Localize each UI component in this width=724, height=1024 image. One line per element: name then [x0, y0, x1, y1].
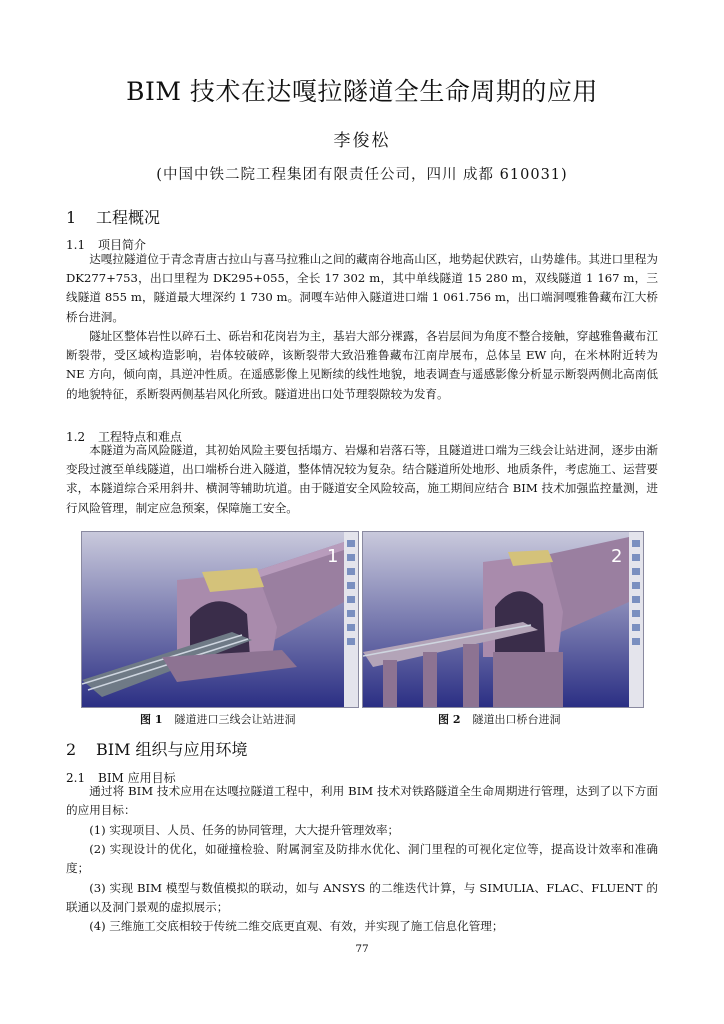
page-number: 77: [355, 943, 369, 955]
paper-title: BIM 技术在达嘎拉隧道全生命周期的应用: [126, 77, 598, 106]
section-title: BIM 组织与应用环境: [96, 740, 248, 759]
subsection-number: 1.2: [66, 430, 86, 444]
section-number: 2: [66, 740, 77, 759]
section-1-heading: [66, 205, 160, 228]
list-item-goal-3: (3) 实现 BIM 模型与数值模拟的联动，如与 ANSYS 的二维迭代计算，与 SIMULIA、FLAC、FLUENT 的联通以及洞门景观的虚拟展示；: [66, 881, 658, 915]
figure-label: 图 1: [140, 713, 163, 726]
list-item-goal-1: (1) 实现项目、人员、任务的协同管理，大大提升管理效率；: [89, 823, 400, 837]
paragraph-difficulties: 本隧道为高风险隧道，其初始风险主要包括塌方、岩爆和岩落石等，且隧道进口端为三线会让站进洞，逐步由渐变段过渡至单线隧道，出口端桥台进入隧道，整体情况较为复杂。结合隧道所处地形、地质条件，考虑施工、运营要求，本隧道综合采用斜井、横洞等辅助坑道。由于隧道安全风险较高，施工期间应结合 BIM 技术加强监控量测，进行风险管理，制定应急预案，保障施工安全。: [66, 443, 658, 515]
list-item-goal-2: (2) 实现设计的优化，如碰撞检验、附属洞室及防排水优化、洞门里程的可视化定位等，提高设计效率和准确度；: [66, 842, 658, 876]
section-number: 1: [66, 208, 77, 227]
figure-label: 图 2: [438, 713, 461, 726]
svg-text:2: 2: [611, 546, 623, 567]
subsection-title: BIM 应用目标: [98, 771, 176, 785]
section-2-heading: [66, 737, 248, 760]
figure-2-tunnel-exit-render: [362, 531, 644, 708]
section-title: 工程概况: [96, 208, 161, 227]
figure-1-caption: [140, 711, 295, 727]
paragraph-geology: 隧址区整体岩性以碎石土、砾岩和花岗岩为主，基岩大部分裸露，各岩层间为角度不整合接触，穿越雅鲁藏布江断裂带，受区域构造影响，岩体较破碎，该断裂带大致沿雅鲁藏布江南岸展布，总体呈 EW 向，在米林附近转为 NE 方向，倾向南，具逆冲性质。在遥感影像上见断续的线性地貌，地表调查与遥感影像分析显示断裂两侧北高南低的地貌特征，系断裂两侧基岩风化所致。隧道进出口处节理裂隙较为发育。: [66, 329, 658, 401]
author-name: 李俊松: [333, 131, 391, 151]
subsection-title: 工程特点和难点: [98, 430, 183, 444]
author-affiliation: (中国中铁二院工程集团有限责任公司，四川 成都 610031): [156, 167, 568, 183]
subsection-number: 1.1: [66, 238, 86, 252]
figure-caption-text: 隧道出口桥台进洞: [472, 713, 561, 726]
figure-2-caption: [438, 711, 560, 727]
paragraph-project-intro: 达嘎拉隧道位于青念青唐古拉山与喜马拉雅山之间的藏南谷地高山区，地势起伏跌宕，山势雄伟。其进口里程为 DK277+753，出口里程为 DK295+055，全长 17 302 m，其中单线隧道 15 280 m，双线隧道 1 167 m，三线隧道 855 m，隧道最大埋深约 1 730 m。洞嘎车站伸入隧道进口端 1 061.756 m，出口端洞嘎雅鲁藏布江大桥桥台进洞。: [66, 252, 658, 324]
subsection-number: 2.1: [66, 771, 86, 785]
svg-text:1: 1: [327, 546, 339, 567]
figure-1-tunnel-entrance-render: [81, 531, 359, 708]
list-item-goal-4: (4) 三维施工交底相较于传统二维交底更直观、有效，并实现了施工信息化管理；: [89, 919, 504, 933]
subsection-title: 项目简介: [98, 238, 147, 252]
paragraph-bim-goals: 通过将 BIM 技术应用在达嘎拉隧道工程中，利用 BIM 技术对铁路隧道全生命周期进行管理，达到了以下方面的应用目标：: [66, 784, 658, 818]
figure-caption-text: 隧道进口三线会让站进洞: [174, 713, 296, 726]
